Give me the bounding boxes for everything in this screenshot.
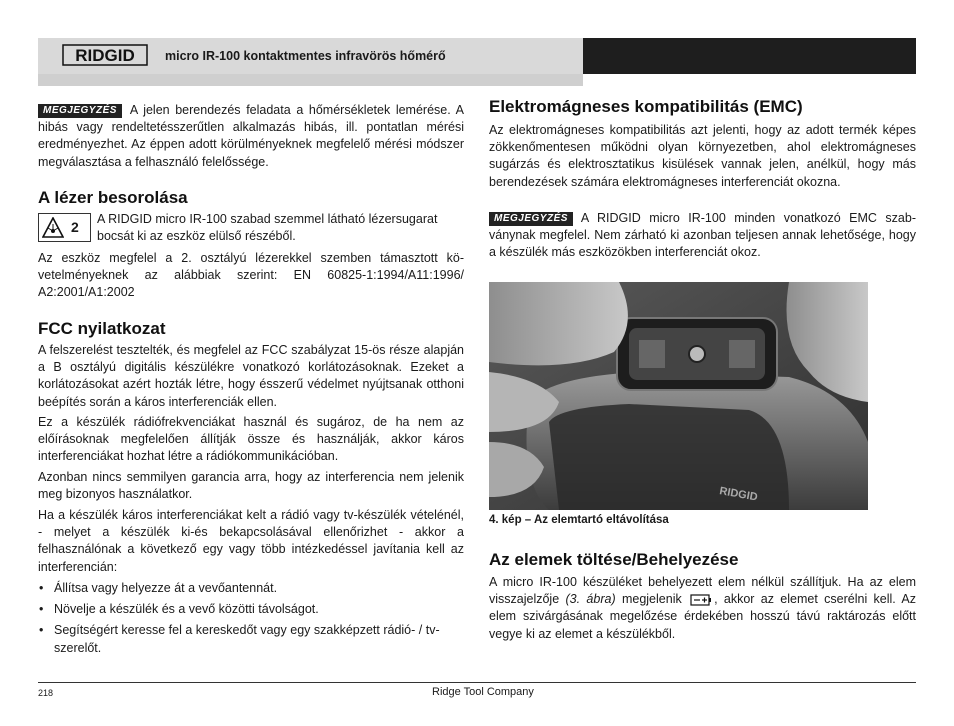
- footer-company: Ridge Tool Company: [432, 686, 534, 698]
- emc-note: [489, 210, 916, 262]
- logo-text: RIDGID: [75, 46, 135, 65]
- device-label: RIDGID: [718, 485, 759, 504]
- laser-standard-text: Az eszköz megfelel a 2. osztályú lézerekkel szemben támasztott követelményeknek az alábbiak szerint: EN 60825-1:1994/A11:1996/ A2:2001/A1:2002: [38, 251, 464, 300]
- list-item: • Segítségért keresse fel a kereskedőt vagy egy szakképzett rádió- / tv-szerelőt.: [39, 623, 440, 655]
- fcc-paragraph-4: Ha a készülék káros interferenciákat kelt a rádió vagy tv-készülék vételénél, - melyet a készülék ki-és bekapcsolásával ellenőrizhet - akkor a felhasználónak a következő egy vagy több intézkedéssel javítania kell az interferencián:: [38, 508, 464, 574]
- note-tag: MEGJEGYZÉS: [38, 104, 122, 118]
- laser-heading: A lézer besorolása: [38, 188, 188, 207]
- fcc-heading: FCC nyilatkozat: [38, 319, 166, 338]
- laser-warning-icon: [42, 217, 64, 238]
- laser-class-number: 2: [71, 219, 79, 235]
- device-illustration: [489, 282, 868, 510]
- laser-text: A RIDGID micro IR-100 szabad szemmel látható lézersugarat bocsát ki az eszköz elülső részéből.: [97, 212, 438, 244]
- figure-reference: (3. ábra): [565, 592, 616, 607]
- battery-removal-photo: [489, 282, 868, 510]
- list-item: • Állítsa vagy helyezze át a vevőantennát.: [39, 581, 278, 595]
- page-number: 218: [38, 688, 54, 698]
- footer-rule: [38, 682, 916, 683]
- emc-heading: Elektromágneses kompatibilitás (EMC): [489, 97, 803, 116]
- ridgid-logo: [62, 44, 148, 66]
- emc-paragraph: Az elektromágneses kompatibilitás azt jelenti, hogy az adott termék képes zökkenőmentesen működni olyan környezetben, ahol elektromágneses sugárzás és elektrosztatikus kisülések vannak jelen, anélkül, hogy más berendezések számára elektromágneses interferenciát okozna.: [489, 123, 916, 189]
- note-intro-text: A jelen berendezés feladata a hőmérsékletek lemérése. A hibás vagy rendeltetésszerűtlen alkalmazás hibás, ill. pontatlan mérési eredményezhet. Az éppen adott körülményeknek megfelelő mérési módszer megválasztása a felhasználó felelőssége.: [38, 103, 464, 169]
- figure-caption: 4. kép – Az elemtartó eltávolítása: [489, 514, 669, 526]
- fcc-paragraph-2: Ez a készülék rádiófrekvenciákat használ és sugároz, de ha nem az előírásoknak megfelelően állítják össze és használják, akkor káros interferenciákat hozhat létre a rádiókommunikációban.: [38, 415, 464, 464]
- battery-indicator-icon: [690, 594, 712, 606]
- laser-class-box: [38, 213, 91, 242]
- header-underline: [38, 74, 583, 86]
- note-intro: [38, 102, 464, 171]
- battery-heading: Az elemek töltése/Behelyezése: [489, 550, 739, 569]
- note-tag: MEGJEGYZÉS: [489, 212, 573, 226]
- list-item: • Növelje a készülék és a vevő közötti távolságot.: [39, 602, 319, 617]
- battery-paragraph: A micro IR-100 készüléket behelyezett elem nélkül szállítjuk. Ha az elem visszajelzője (3. ábra) megjelenik , akkor az elemet cserélni kell. Az elem szivárgásának megelőzése érdekében hosszú távú raktározás előtt vegye ki az elemet a készülékből.: [489, 575, 917, 641]
- header-black-block: [583, 38, 916, 74]
- fcc-bullet-list: [38, 580, 464, 661]
- fcc-paragraph-3: Azonban nincs semmilyen garancia arra, hogy az interferencia nem jelenik meg bizonyos használatkor.: [38, 470, 464, 502]
- emc-note-text: A RIDGID micro IR-100 minden vonatkozó EMC szabványnak megfelel. Nem zárható ki azonban teljesen annak lehetősége, hogy a készülék más eszközökben interferenciát okoz.: [489, 211, 916, 260]
- header-title: micro IR-100 kontaktmentes infravörös hőmérő: [165, 49, 446, 63]
- fcc-paragraph-1: A felszerelést tesztelték, és megfelel az FCC szabályzat 15-ös része alapján a B osztályú digitális készülékre vonatkozó korlátozásoknak. Ezeket a korlátozásokat azért hozták létre, hogy ésszerű védelmet nyújtsanak otthoni beépítés során a káros interferenciák ellen.: [38, 343, 464, 409]
